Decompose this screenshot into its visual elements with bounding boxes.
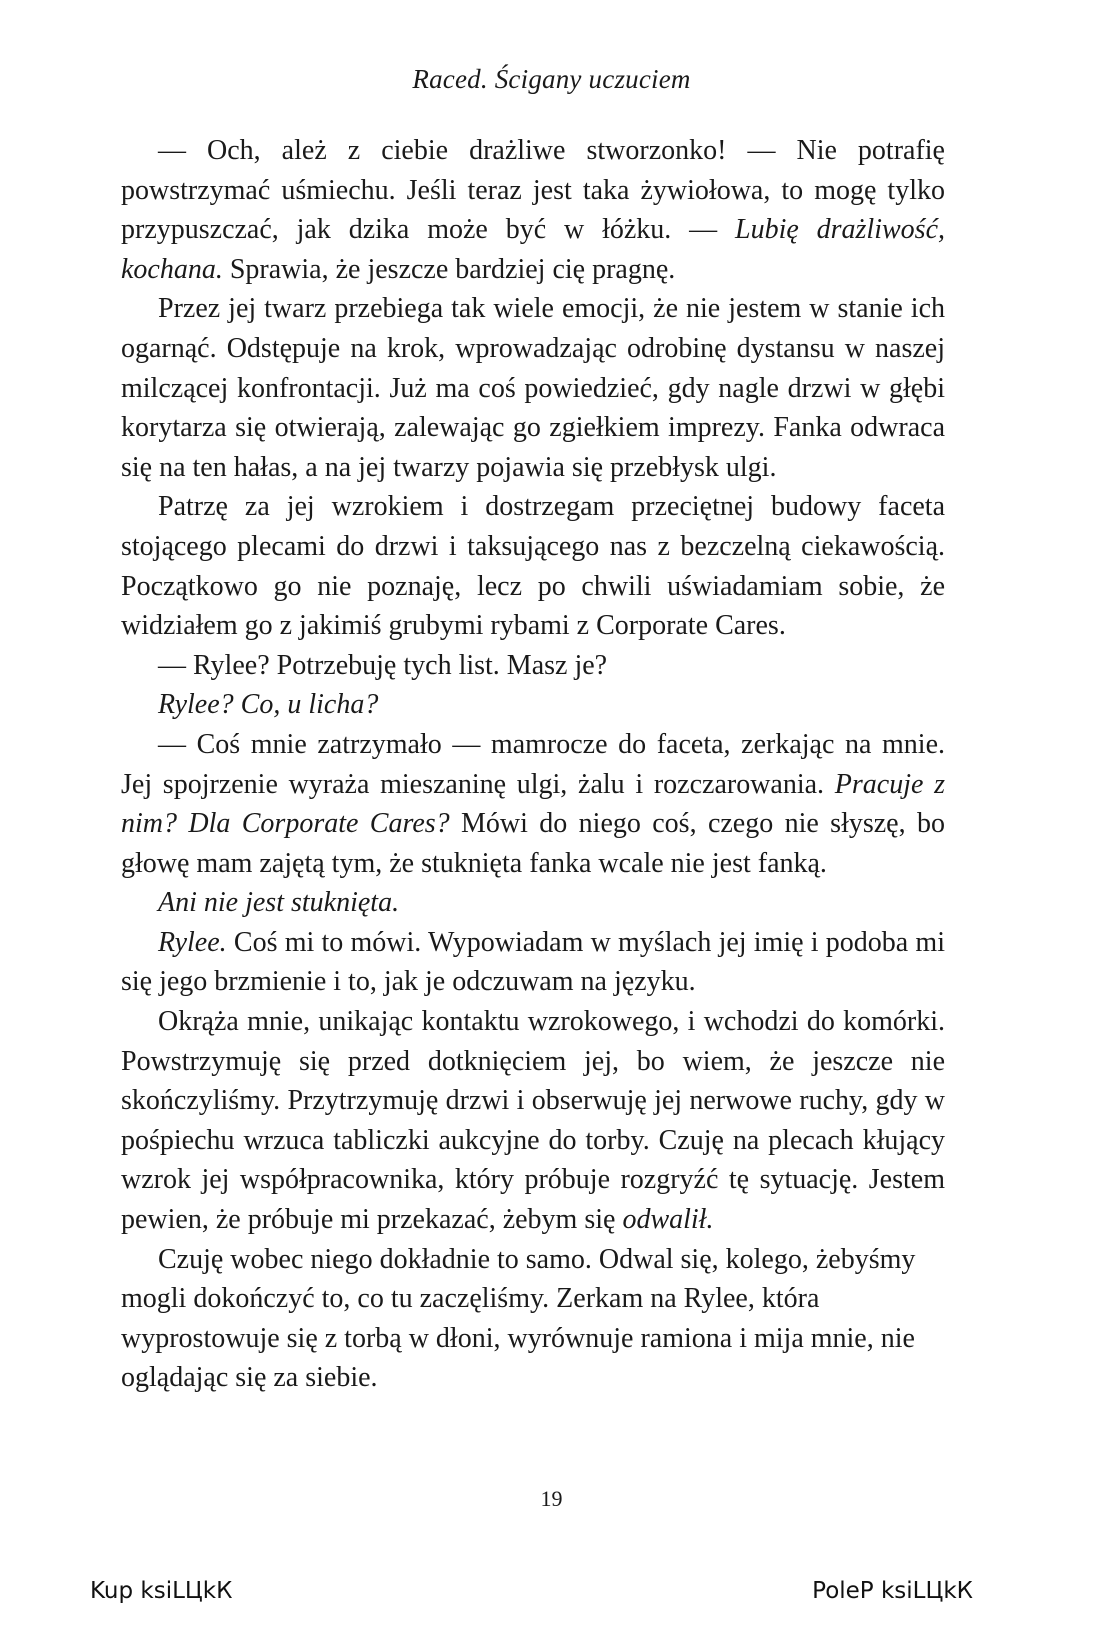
italic-text: Rylee. — [158, 926, 227, 958]
text-run: — Coś mnie zatrzymało — mamrocze do faceta, zerkając na mnie. Jej spojrzenie wyraża mieszaninę ulgi, żalu i rozczarowania. — [121, 728, 945, 800]
paragraph — [121, 923, 945, 1002]
text-run: — Rylee? Potrzebuję tych list. Masz je? — [158, 649, 608, 681]
text-run: Sprawia, że jeszcze bardziej cię pragnę. — [222, 253, 676, 285]
paragraph — [121, 725, 945, 883]
paragraph — [121, 1240, 945, 1398]
italic-text: odwalił. — [622, 1204, 714, 1236]
paragraph — [121, 131, 945, 289]
text-run: Patrzę za jej wzrokiem i dostrzegam przeciętnej budowy faceta stojącego plecami do drzwi i taksującego nas z bezczelną ciekawością. Początkowo go nie poznaję, lecz po chwili uświadamiam sobie, że widziałem go z jakimiś grubymi rybami z Corporate Cares. — [121, 491, 945, 642]
paragraph — [121, 883, 945, 923]
recommend-book-link[interactable]: PoleР ksiLЦkК — [812, 1578, 973, 1604]
italic-text: Rylee? Co, u licha? — [158, 689, 379, 721]
text-run: Coś mi to mówi. Wypowiadam w myślach jej imię i podoba mi się jego brzmienie i to, jak je odczuwam na języku. — [121, 926, 945, 998]
text-run: — Och, ależ z ciebie drażliwe stworzonko! — Nie potrafię powstrzymać uśmiechu. Jeśli teraz jest taka żywiołowa, to mogę tylko przypuszczać, jak dzika może być w łóżku. — — [121, 135, 945, 246]
paragraph — [121, 1002, 945, 1240]
paragraph — [121, 685, 945, 725]
body-text — [121, 131, 945, 1398]
page-number: 19 — [540, 1486, 563, 1511]
text-run: Przez jej twarz przebiega tak wiele emocji, że nie jestem w stanie ich ogarnąć. Odstępuje na krok, wprowadzając odrobinę dystansu w naszej milczącej konfrontacji. Już ma coś powiedzieć, gdy nagle drzwi w głębi korytarza się otwierają, zalewając go zgiełkiem imprezy. Fanka odwraca się na ten hałas, a na jej twarzy pojawia się przebłysk ulgi. — [121, 293, 945, 483]
text-run: Okrąża mnie, unikając kontaktu wzrokowego, i wchodzi do komórki. Powstrzymuję się przed dotknięciem jej, bo wiem, że jeszcze nie skończyliśmy. Przytrzymuję drzwi i obserwuję jej nerwowe ruchy, gdy w pośpiechu wrzuca tabliczki aukcyjne do torby. Czuję na plecach kłujący wzrok jej współpracownika, który próbuje rozgryźć tę sytuację. Jestem pewien, że próbuje mi przekazać, żebym się — [121, 1006, 945, 1236]
italic-text: Ani nie jest stuknięta. — [158, 887, 400, 919]
paragraph — [121, 289, 945, 487]
buy-book-link[interactable]: Kup ksiLЦkК — [90, 1578, 233, 1604]
paragraph — [121, 487, 945, 645]
text-run: Mówi do niego coś, czego nie słyszę, bo głowę mam zajętą tym, że stuknięta fanka wcale nie jest fanką. — [121, 808, 945, 879]
text-run: Czuję wobec niego dokładnie to samo. Odwal się, kolego, żebyśmy mogli dokończyć to, co tu zaczęliśmy. Zerkam na Rylee, która wyprostowuje się z torbą w dłoni, wyrównuje ramiona i mija mnie, nie oglądając się za siebie. — [121, 1243, 916, 1394]
italic-text: Pracuje z nim? Dla Corporate Cares? — [121, 768, 945, 840]
running-head: Raced. Ścigany uczuciem — [412, 64, 691, 94]
italic-text: Lubię drażliwość, kochana. — [121, 214, 945, 285]
paragraph — [121, 646, 945, 686]
